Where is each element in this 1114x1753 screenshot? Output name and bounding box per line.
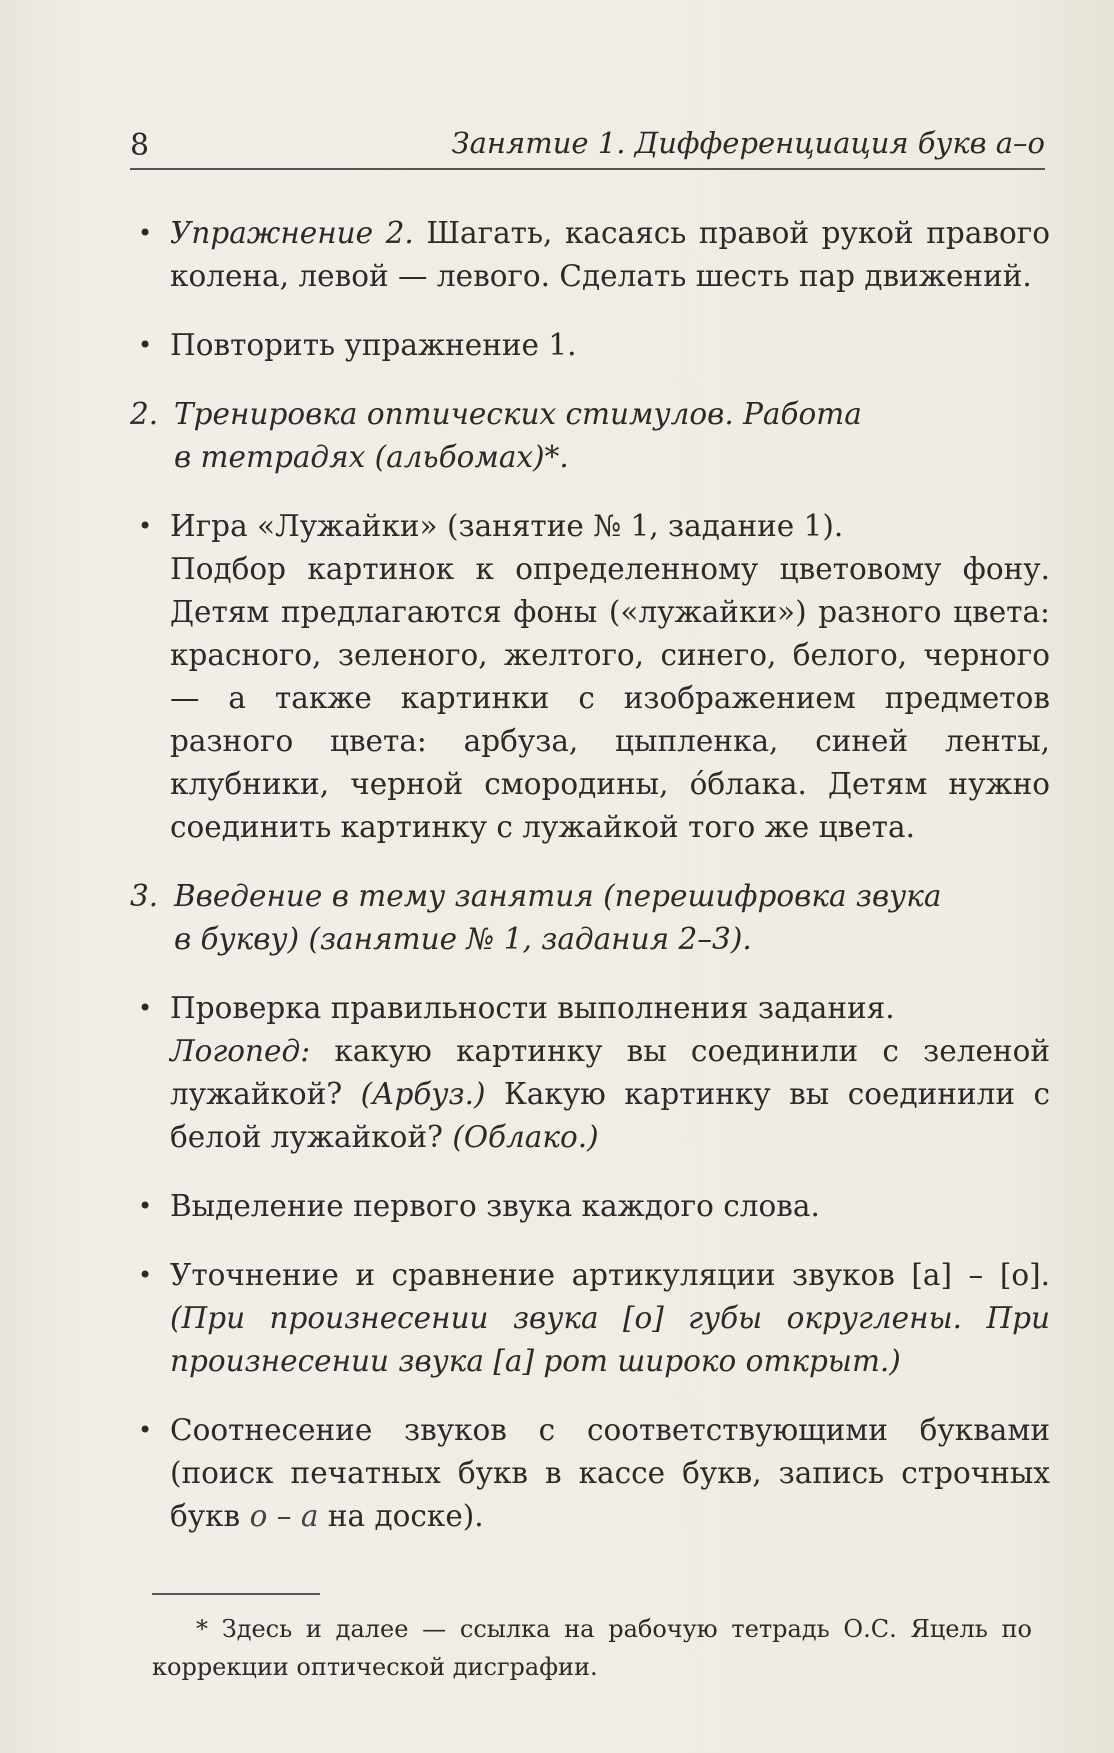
section-2-number: 2. xyxy=(130,397,159,431)
repeat-exercise-text: Повторить упражнение 1. xyxy=(170,328,577,362)
repeat-exercise-item xyxy=(130,324,1050,367)
exercise-2-title: Упражнение 2. xyxy=(170,216,414,250)
script-letters: о – а xyxy=(249,1499,319,1533)
section-3-line-2: в букву) (занятие № 1, задания 2–3). xyxy=(174,922,752,956)
answer-1: (Арбуз.) xyxy=(360,1077,486,1111)
footnote: * Здесь и далее — ссылка на рабочую тетрадь О.С. Яцель по коррекции оптической дисграфии. xyxy=(152,1615,1032,1681)
footnote-divider xyxy=(152,1593,320,1595)
correlation-text: Соотнесение звуков с соответствующими буквами (поиск печатных букв в кассе букв, запись строчных букв xyxy=(170,1413,1050,1533)
exercise-2-item xyxy=(130,212,1050,298)
section-2-line-1: Тренировка оптических стимулов. Работа xyxy=(174,397,862,431)
section-3-heading xyxy=(130,875,1050,961)
articulation-item xyxy=(130,1254,1050,1383)
correlation-end: на доске). xyxy=(327,1499,484,1533)
game-title: Игра «Лужайки» (занятие № 1, задание 1). xyxy=(170,509,844,543)
check-title: Проверка правильности выполнения задания. xyxy=(170,991,895,1025)
section-2-heading xyxy=(130,393,1050,479)
page-header xyxy=(130,120,1045,170)
answer-2: (Облако.) xyxy=(452,1120,599,1154)
game-item xyxy=(130,505,1050,849)
running-title: Занятие 1. Дифференциация букв а–о xyxy=(451,126,1045,160)
section-3-number: 3. xyxy=(130,879,159,913)
exercise-2-text: Шагать, касаясь правой рукой правого колена, левой — левого. Сделать шесть пар движений. xyxy=(170,216,1050,293)
section-2-line-2: в тетрадях (альбомах)*. xyxy=(174,440,569,474)
page-content xyxy=(130,212,1050,1564)
check-item xyxy=(130,987,1050,1159)
question-1: какую картинку вы соединили с зеленой лужайкой? xyxy=(170,1034,1050,1111)
first-sound-text: Выделение первого звука каждого слова. xyxy=(170,1189,820,1223)
question-2: Какую картинку вы соединили с белой лужайкой? xyxy=(170,1077,1050,1154)
page-number: 8 xyxy=(130,128,150,163)
section-3-line-1: Введение в тему занятия (перешифровка звука xyxy=(174,879,942,913)
correlation-item xyxy=(130,1409,1050,1538)
articulation-text: Уточнение и сравнение артикуляции звуков [а] – [о]. xyxy=(170,1258,1050,1292)
first-sound-item xyxy=(130,1185,1050,1228)
logoped-label: Логопед: xyxy=(170,1034,311,1068)
game-text: Подбор картинок к определенному цветовому фону. Детям предлагаются фоны («лужайки») разного цвета: красного, зеленого, желтого, синего, белого, черного — а также картинки с изображением предметов разного цвета: арбуза, цыпленка, синей ленты, клубники, черной смородины, óблака. Детям нужно соединить картинку с лужайкой того же цвета. xyxy=(170,552,1050,844)
articulation-note: (При произнесении звука [о] губы округлены. При произнесении звука [а] рот широко открыт.) xyxy=(170,1301,1050,1378)
